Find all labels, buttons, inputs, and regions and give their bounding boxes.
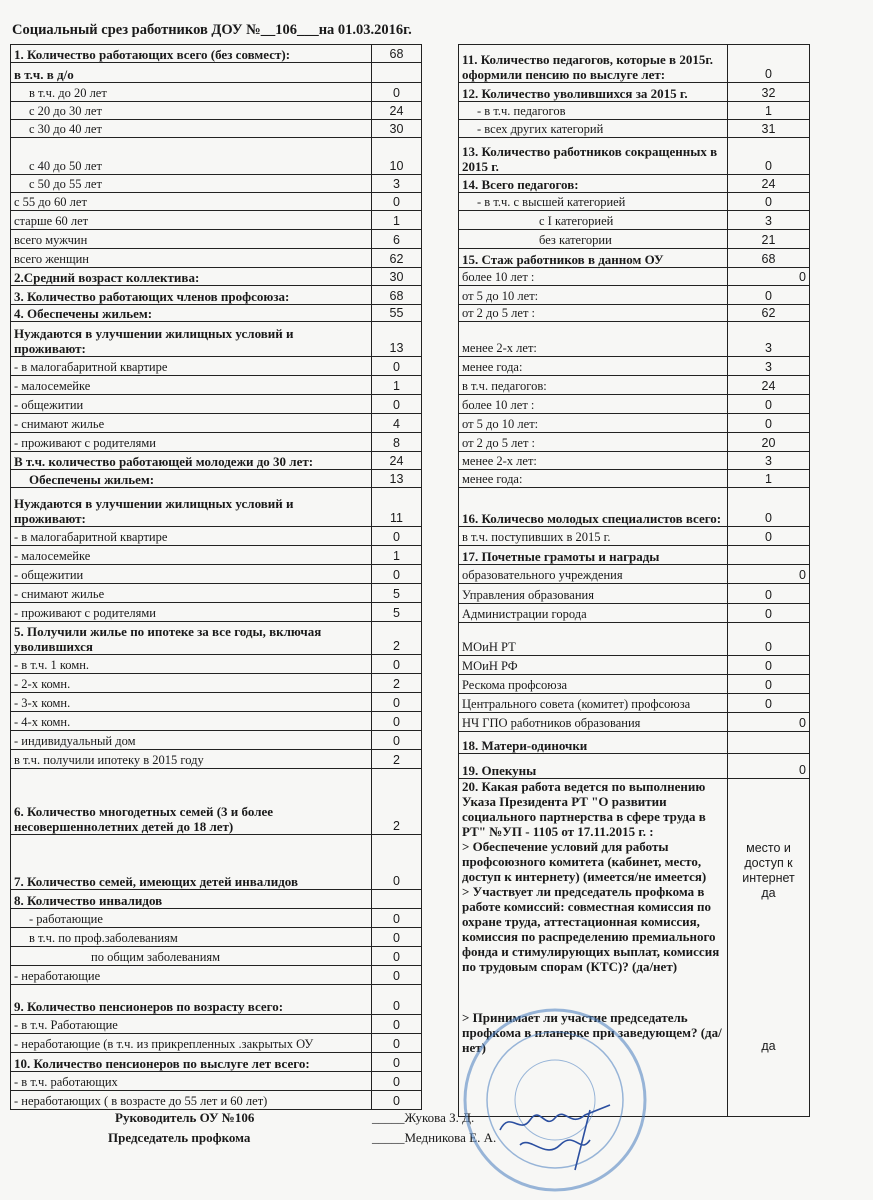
right-row (459, 565, 810, 584)
left-row-label: 9. Количество пенсионеров по возрасту всего: (11, 985, 372, 1015)
right-row (459, 286, 810, 305)
left-row (11, 357, 422, 376)
right-row-value: 0 (728, 604, 810, 623)
right-row-label: 16. Количесво молодых специалистов всего: (459, 488, 728, 527)
left-row-label: 1. Количество работающих всего (без совмест): (11, 45, 372, 63)
right-row-label: МОиН РТ (459, 623, 728, 656)
right-row-value: 0 (728, 193, 810, 211)
left-row-value: 6 (372, 230, 422, 249)
chair-label (108, 1130, 250, 1146)
right-row (459, 83, 810, 102)
left-row-value: 30 (372, 268, 422, 286)
left-row-label: - проживают с родителями (11, 433, 372, 452)
right-row-value: 1 (728, 102, 810, 120)
right-row-value: 0 (728, 527, 810, 546)
chair-name: _____Медникова Е. А. (372, 1130, 497, 1145)
right-row-label: менее года: (459, 357, 728, 376)
left-row-label: - неработающие (11, 966, 372, 985)
left-row (11, 138, 422, 175)
right-row (459, 45, 810, 83)
head-label (115, 1110, 254, 1126)
right-row-value: 0 (728, 656, 810, 675)
left-row (11, 1015, 422, 1034)
left-row (11, 45, 422, 63)
right-row-label: менее 2-х лет: (459, 322, 728, 357)
right-row-value: 0 (728, 713, 810, 732)
right-row-value: 0 (728, 286, 810, 305)
left-row (11, 102, 422, 120)
left-row-value: 2 (372, 769, 422, 835)
right-row-label: с I категорией (459, 211, 728, 230)
head-name: _____Жукова З. Д. (372, 1110, 475, 1125)
right-row (459, 732, 810, 754)
left-row-label: Нуждаются в улучшении жилищных условий и проживают: (11, 488, 372, 527)
right-row-value: 0 (728, 45, 810, 83)
right-row (459, 527, 810, 546)
left-row (11, 376, 422, 395)
left-row (11, 249, 422, 268)
left-row-label: с 40 до 50 лет (11, 138, 372, 175)
right-row (459, 623, 810, 656)
left-row-value: 0 (372, 1034, 422, 1053)
left-row-value: 0 (372, 1053, 422, 1072)
right-row-label: МОиН РФ (459, 656, 728, 675)
left-row (11, 230, 422, 249)
right-row-label: 11. Количество педагогов, которые в 2015г. оформили пенсию по выслуге лет: (459, 45, 728, 83)
left-row (11, 1053, 422, 1072)
right-row-label: в т.ч. поступивших в 2015 г. (459, 527, 728, 546)
left-row (11, 1072, 422, 1091)
left-row-label: - неработающие (в т.ч. из прикрепленных .закрытых ОУ (11, 1034, 372, 1053)
right-row (459, 211, 810, 230)
answer-20-cell (728, 779, 810, 1117)
left-row-value: 2 (372, 674, 422, 693)
left-row-label: по общим заболеваниям (11, 947, 372, 966)
right-row (459, 357, 810, 376)
right-row-value: 31 (728, 120, 810, 138)
right-row-label: образовательного учреждения (459, 565, 728, 584)
left-row (11, 1091, 422, 1110)
left-row-label: - 2-х комн. (11, 674, 372, 693)
left-row (11, 83, 422, 102)
left-row-value: 0 (372, 928, 422, 947)
right-row (459, 470, 810, 488)
left-row (11, 890, 422, 909)
right-row (459, 395, 810, 414)
left-row (11, 286, 422, 305)
right-row-value: 0 (728, 414, 810, 433)
right-row-value: 0 (728, 584, 810, 604)
left-row-label: - малосемейке (11, 546, 372, 565)
right-row (459, 414, 810, 433)
left-row-value: 68 (372, 286, 422, 305)
left-row-value: 0 (372, 835, 422, 890)
left-row-value: 1 (372, 376, 422, 395)
right-row (459, 584, 810, 604)
left-row-label: всего мужчин (11, 230, 372, 249)
right-row-label: в т.ч. педагогов: (459, 376, 728, 395)
right-row-value: 0 (728, 623, 810, 656)
left-row-value: 3 (372, 175, 422, 193)
left-row-value: 0 (372, 565, 422, 584)
page-title: Социальный срез работников ДОУ №__106___на 01.03.2016г. (12, 22, 412, 38)
right-row-value: 62 (728, 305, 810, 322)
right-row-value: 32 (728, 83, 810, 102)
left-row-label: в т.ч. в д/о (11, 63, 372, 83)
right-row-label: Центрального совета (комитет) профсоюза (459, 694, 728, 713)
right-row-value: 68 (728, 249, 810, 268)
left-row-value: 2 (372, 622, 422, 655)
right-row (459, 433, 810, 452)
left-row-label: - в т.ч. 1 комн. (11, 655, 372, 674)
right-row-label: 15. Стаж работников в данном ОУ (459, 249, 728, 268)
left-row-label: старше 60 лет (11, 211, 372, 230)
left-row-value (372, 63, 422, 83)
left-row-value: 1 (372, 546, 422, 565)
right-row-label: от 2 до 5 лет : (459, 433, 728, 452)
right-row (459, 754, 810, 779)
left-row-value: 5 (372, 584, 422, 603)
left-row-label: с 30 до 40 лет (11, 120, 372, 138)
left-row-label: 6. Количество многодетных семей (3 и более несовершеннолетних детей до 18 лет) (11, 769, 372, 835)
right-row-label: от 5 до 10 лет: (459, 286, 728, 305)
left-row-value: 0 (372, 731, 422, 750)
left-row (11, 211, 422, 230)
left-row-value: 0 (372, 357, 422, 376)
left-row-value: 0 (372, 966, 422, 985)
left-row-value: 0 (372, 712, 422, 731)
right-row-label: от 2 до 5 лет : (459, 305, 728, 322)
left-row-value: 0 (372, 947, 422, 966)
left-row-value: 10 (372, 138, 422, 175)
answer-20-2: да (761, 886, 776, 900)
left-row-label: всего женщин (11, 249, 372, 268)
left-row (11, 565, 422, 584)
left-row-value (372, 890, 422, 909)
right-row (459, 193, 810, 211)
left-row-label: - снимают жилье (11, 414, 372, 433)
right-row-label: менее 2-х лет: (459, 452, 728, 470)
left-row-value: 1 (372, 211, 422, 230)
left-row-label: - малосемейке (11, 376, 372, 395)
left-row (11, 731, 422, 750)
left-row (11, 546, 422, 565)
left-row-value: 8 (372, 433, 422, 452)
right-row-value: 0 (728, 138, 810, 175)
right-row-label: 18. Матери-одиночки (459, 732, 728, 754)
left-row-label: 2.Средний возраст коллектива: (11, 268, 372, 286)
left-row-label: 10. Количество пенсионеров по выслуге лет всего: (11, 1053, 372, 1072)
right-row-value: 3 (728, 322, 810, 357)
left-row (11, 433, 422, 452)
right-row-value: 0 (728, 675, 810, 694)
right-row-label: 14. Всего педагогов: (459, 175, 728, 193)
left-row (11, 674, 422, 693)
left-row-label: Нуждаются в улучшении жилищных условий и проживают: (11, 322, 372, 357)
left-row-label: В т.ч. количество работающей молодежи до 30 лет: (11, 452, 372, 470)
right-row (459, 120, 810, 138)
right-row (459, 713, 810, 732)
left-row-value: 0 (372, 527, 422, 546)
right-row-value: 3 (728, 452, 810, 470)
left-row-label: в т.ч. получили ипотеку в 2015 году (11, 750, 372, 769)
right-row (459, 305, 810, 322)
left-row (11, 835, 422, 890)
right-row-label: менее года: (459, 470, 728, 488)
right-row-label: 19. Опекуны (459, 754, 728, 779)
right-row-label: Управления образования (459, 584, 728, 604)
answer-20-1: место и доступ к интернет (742, 841, 795, 885)
right-row (459, 656, 810, 675)
right-row-value: 0 (728, 395, 810, 414)
left-row (11, 120, 422, 138)
left-row-label: - общежитии (11, 565, 372, 584)
left-row-label: - индивидуальный дом (11, 731, 372, 750)
right-table (458, 44, 810, 1117)
left-row-label: - проживают с родителями (11, 603, 372, 622)
right-row (459, 249, 810, 268)
left-row-label: - в т.ч. работающих (11, 1072, 372, 1091)
left-row-label: 4. Обеспечены жильем: (11, 305, 372, 322)
left-row (11, 470, 422, 488)
right-row-value: 0 (728, 488, 810, 527)
left-row-value: 4 (372, 414, 422, 433)
right-row-label: 13. Количество работников сокращенных в 2015 г. (459, 138, 728, 175)
left-row-label: - неработающих ( в возрасте до 55 лет и 60 лет) (11, 1091, 372, 1110)
left-row-label: - в т.ч. Работающие (11, 1015, 372, 1034)
left-row-value: 0 (372, 693, 422, 712)
left-row-label: 3. Количество работающих членов профсоюза: (11, 286, 372, 305)
right-row-value: 0 (728, 268, 810, 286)
right-row-value: 24 (728, 376, 810, 395)
left-row-label: в т.ч. до 20 лет (11, 83, 372, 102)
left-row (11, 622, 422, 655)
left-row-label: в т.ч. по проф.заболеваниям (11, 928, 372, 947)
left-row (11, 750, 422, 769)
left-row-value: 0 (372, 193, 422, 211)
right-row (459, 675, 810, 694)
left-row (11, 452, 422, 470)
left-row (11, 175, 422, 193)
right-row-value: 3 (728, 211, 810, 230)
right-row-label: от 5 до 10 лет: (459, 414, 728, 433)
right-row-label: - в т.ч. педагогов (459, 102, 728, 120)
right-row-value: 24 (728, 175, 810, 193)
answer-20-3: да (761, 1039, 776, 1053)
left-row-label: - в малогабаритной квартире (11, 527, 372, 546)
right-row (459, 268, 810, 286)
right-row-value: 20 (728, 433, 810, 452)
left-table (10, 44, 422, 1110)
left-row-value: 2 (372, 750, 422, 769)
question-20-item-3: > Принимает ли участие председатель профкома в планерке при заведующем? (да/нет) (462, 1010, 722, 1055)
right-row-value: 3 (728, 357, 810, 376)
left-row (11, 322, 422, 357)
left-row-value: 11 (372, 488, 422, 527)
right-row-label: 12. Количество уволившихся за 2015 г. (459, 83, 728, 102)
right-row-value: 0 (728, 754, 810, 779)
left-row (11, 603, 422, 622)
left-row-value: 24 (372, 102, 422, 120)
right-row-label: - всех других категорий (459, 120, 728, 138)
left-row (11, 985, 422, 1015)
left-row-value: 13 (372, 322, 422, 357)
right-row-value (728, 546, 810, 565)
left-row-value: 0 (372, 985, 422, 1015)
left-row-label: 5. Получили жилье по ипотеке за все годы, включая уволившихся (11, 622, 372, 655)
right-row-value (728, 732, 810, 754)
left-row-value: 0 (372, 1015, 422, 1034)
left-row-value: 30 (372, 120, 422, 138)
left-row-label: - работающие (11, 909, 372, 928)
left-row-label: 7. Количество семей, имеющих детей инвалидов (11, 835, 372, 890)
left-row-value: 0 (372, 1072, 422, 1091)
left-row-label: 8. Количество инвалидов (11, 890, 372, 909)
right-row-value: 0 (728, 694, 810, 713)
left-row-value: 68 (372, 45, 422, 63)
right-row-label: 17. Почетные грамоты и награды (459, 546, 728, 565)
head-label-text: Руководитель ОУ №106 (115, 1110, 255, 1125)
left-row (11, 527, 422, 546)
left-row (11, 305, 422, 322)
left-row-value: 0 (372, 655, 422, 674)
left-row (11, 193, 422, 211)
left-row-value: 62 (372, 249, 422, 268)
right-row (459, 376, 810, 395)
left-row (11, 488, 422, 527)
signature (490, 1100, 620, 1175)
right-row (459, 546, 810, 565)
left-row (11, 693, 422, 712)
left-row-label: - общежитии (11, 395, 372, 414)
left-row (11, 928, 422, 947)
right-row-label: Рескома профсоюза (459, 675, 728, 694)
right-row-label: более 10 лет : (459, 395, 728, 414)
left-row (11, 655, 422, 674)
left-row-label: - снимают жилье (11, 584, 372, 603)
right-row (459, 694, 810, 713)
left-row-value: 55 (372, 305, 422, 322)
question-20-intro: 20. Какая работа ведется по выполнению Указа Президента РТ "О развитии социального партнерства в сфере труда в РТ" №УП - 1105 от 17.11.2015 г. : (462, 779, 706, 839)
left-row-label: с 55 до 60 лет (11, 193, 372, 211)
question-20-item-1: > Обеспечение условий для работы профсоюзного комитета (кабинет, место, доступ к интернету) (имеется/не имеется) (462, 839, 707, 884)
right-row-value: 0 (728, 565, 810, 584)
right-row (459, 604, 810, 623)
left-row (11, 947, 422, 966)
right-row (459, 138, 810, 175)
chair-label-text: Председатель профкома (108, 1130, 251, 1145)
left-row (11, 63, 422, 83)
left-row (11, 909, 422, 928)
left-row (11, 769, 422, 835)
left-row-value: 13 (372, 470, 422, 488)
left-row-label: с 20 до 30 лет (11, 102, 372, 120)
right-row-label: НЧ ГПО работников образования (459, 713, 728, 732)
right-row-label: без категории (459, 230, 728, 249)
left-row-label: - в малогабаритной квартире (11, 357, 372, 376)
left-row (11, 966, 422, 985)
right-row-label: - в т.ч. с высшей категорией (459, 193, 728, 211)
left-row (11, 712, 422, 731)
left-row-value: 5 (372, 603, 422, 622)
left-row-label: Обеспечены жильем: (11, 470, 372, 488)
left-row-value: 0 (372, 83, 422, 102)
right-row-label: более 10 лет : (459, 268, 728, 286)
right-row (459, 322, 810, 357)
left-row (11, 395, 422, 414)
left-row-value: 0 (372, 1091, 422, 1110)
left-row-value: 0 (372, 909, 422, 928)
right-row (459, 452, 810, 470)
right-row-label: Администрации города (459, 604, 728, 623)
left-row-label: - 4-х комн. (11, 712, 372, 731)
question-20-item-2: > Участвует ли председатель профкома в работе комиссий: совместная комиссия по охране труда, аттестационная комиссия, комиссия по распределению премиального фонда и стимулирующих выплат, комиссия по трудовым спорам (КТС)? (да/нет) (462, 884, 720, 974)
left-row-label: - 3-х комн. (11, 693, 372, 712)
left-row-value: 0 (372, 395, 422, 414)
right-row (459, 230, 810, 249)
left-row-value: 24 (372, 452, 422, 470)
left-row (11, 584, 422, 603)
right-row (459, 488, 810, 527)
right-row (459, 102, 810, 120)
left-row-label: с 50 до 55 лет (11, 175, 372, 193)
right-row-value: 1 (728, 470, 810, 488)
right-row-value: 21 (728, 230, 810, 249)
left-row (11, 1034, 422, 1053)
left-row (11, 268, 422, 286)
left-row (11, 414, 422, 433)
right-row (459, 175, 810, 193)
